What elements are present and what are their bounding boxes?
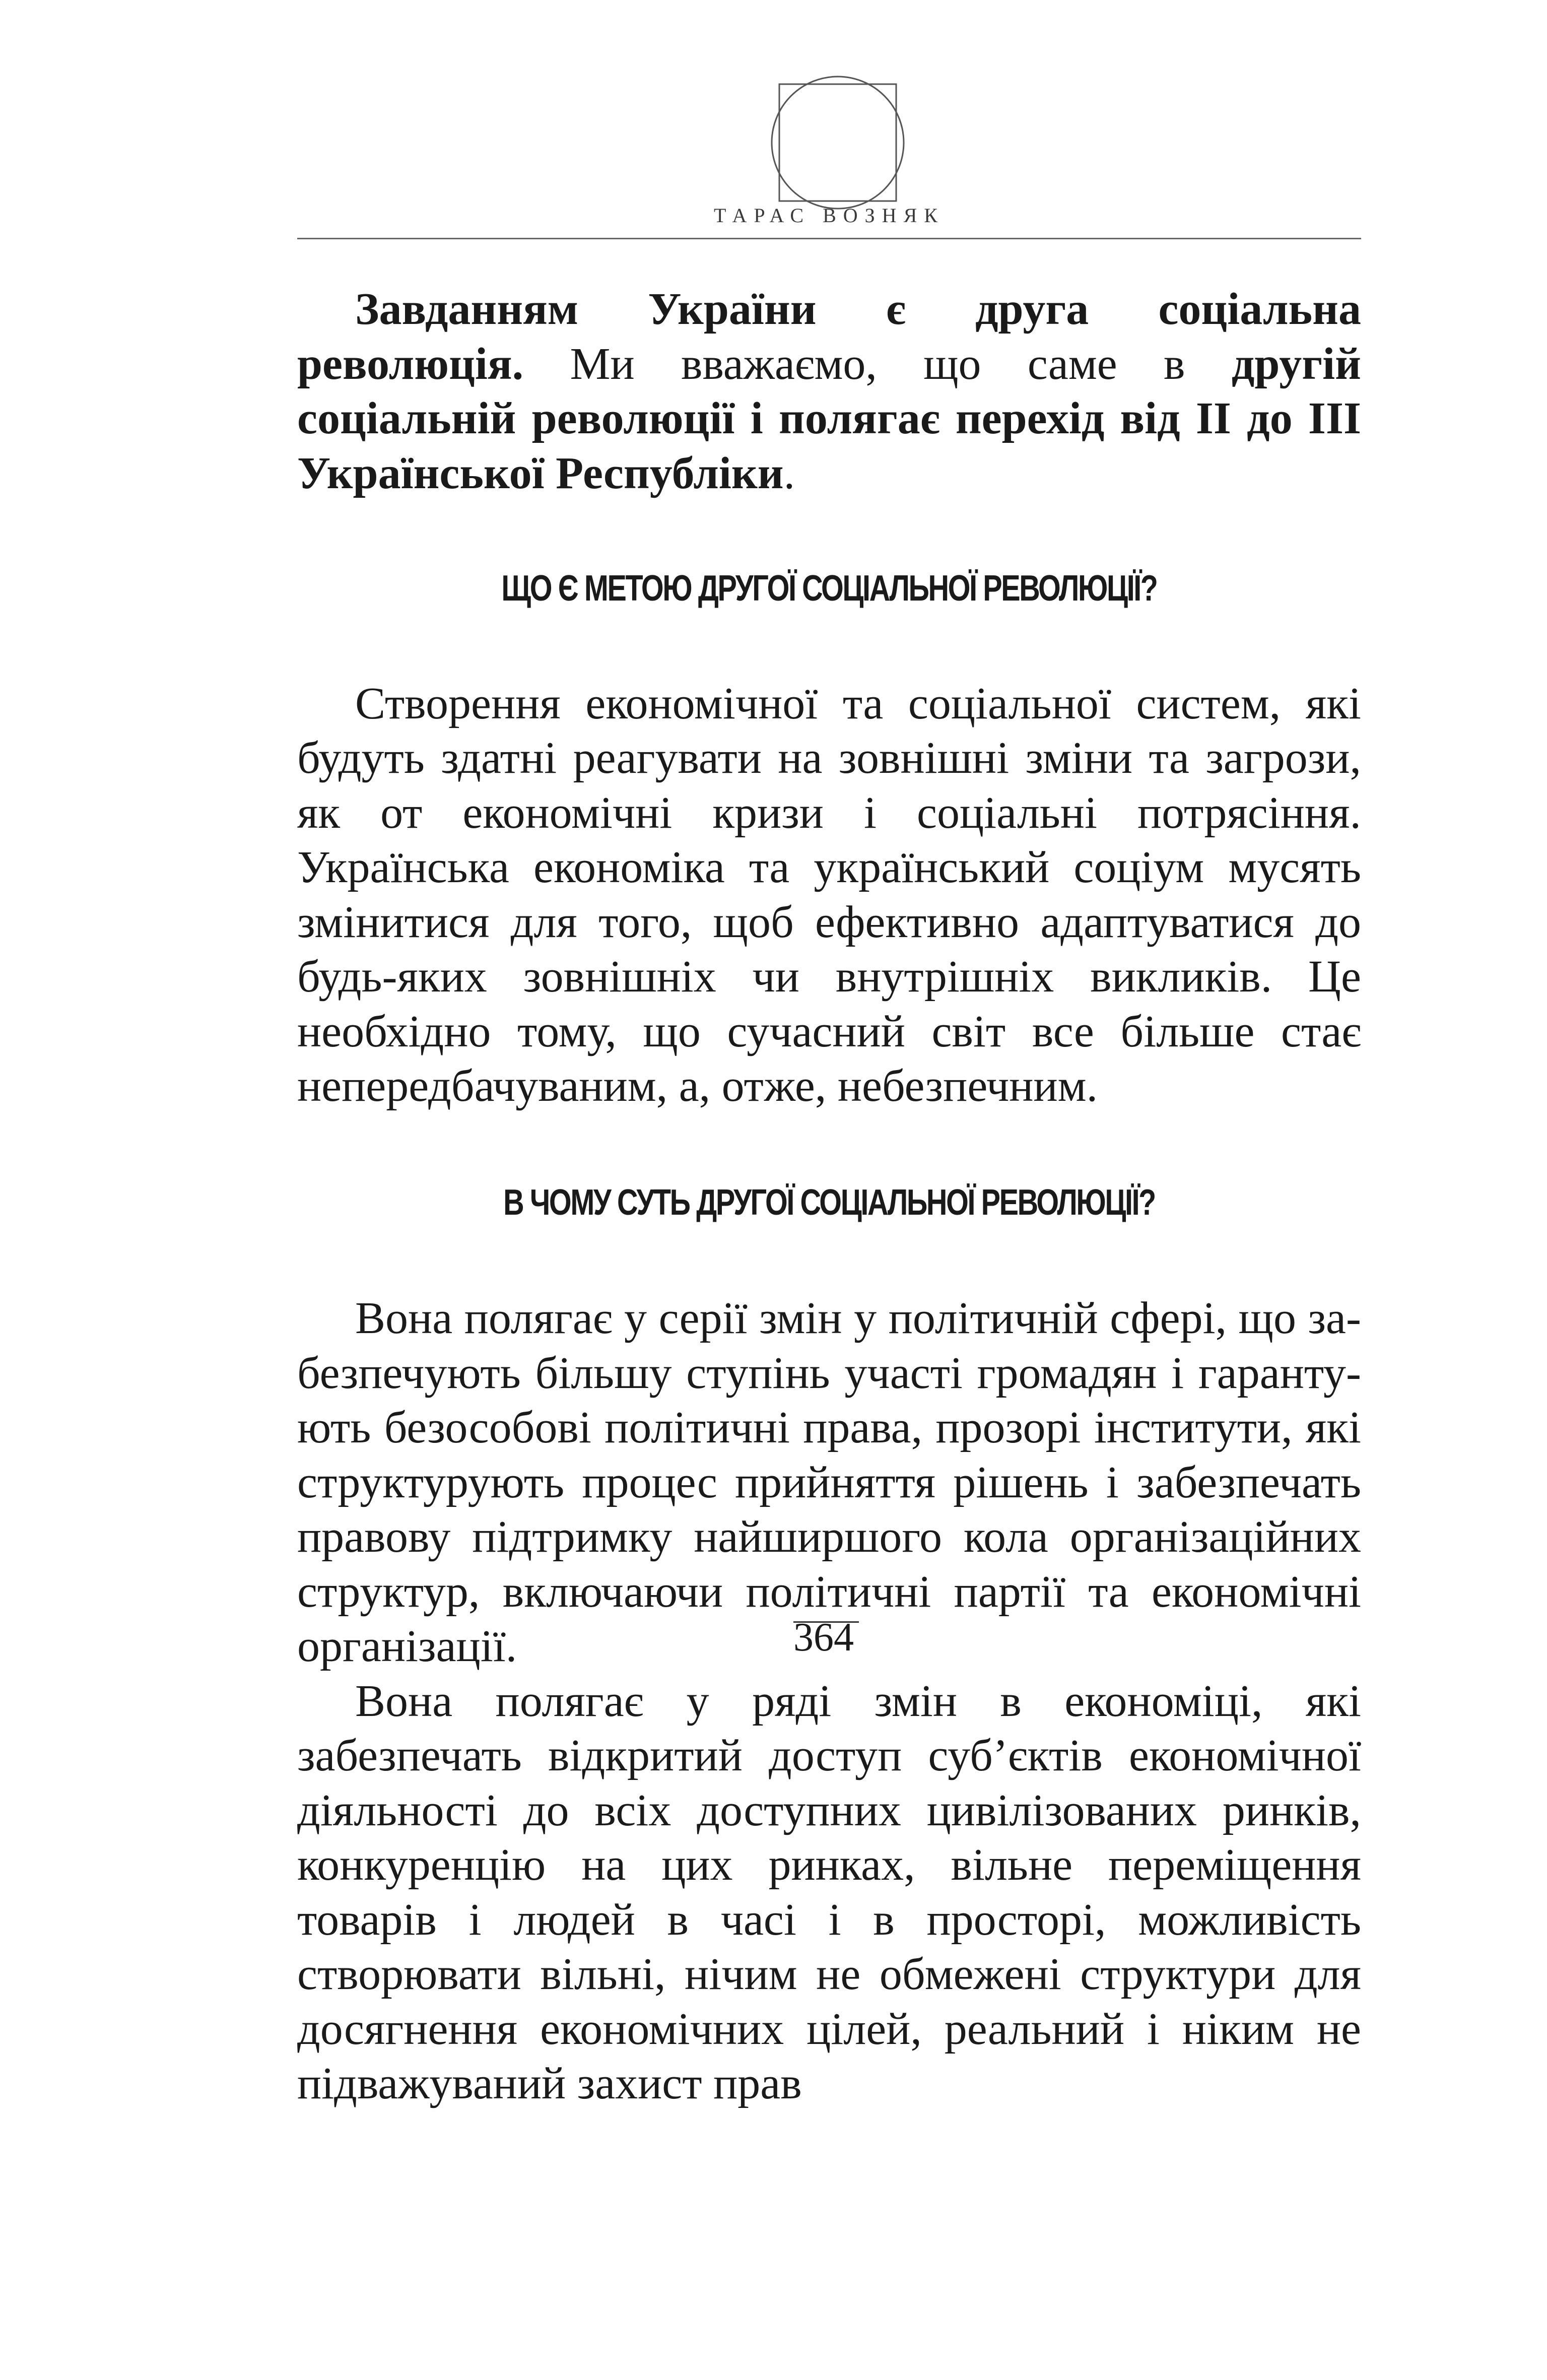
paragraph-intro bbox=[297, 282, 1361, 501]
intro-period: . bbox=[783, 448, 795, 498]
section-heading-goal: ЩО Є МЕТОЮ ДРУГОЇ СОЦІАЛЬНОЇ РЕВОЛЮЦІЇ? bbox=[501, 568, 1157, 609]
intro-bold-sentence: Завданням України є друга соціальна революція. bbox=[297, 284, 1361, 389]
section-heading-essence: В ЧОМУ СУТЬ ДРУГОЇ СОЦІАЛЬНОЇ РЕВОЛЮЦІЇ? bbox=[503, 1182, 1155, 1223]
paragraph-economic: Вона полягає у ряді змін в економіці, які забезпечать відкритий доступ суб’єктів економічної діяльності до всіх доступних цивілізованих ринків, конкуренцію на цих ринках, вільне переміщення товарів і людей в часі і в просторі, можливість створювати вільні, нічим не обмежені структури для досягнення економічних цілей, реальний і ніким не підважуваний захист прав bbox=[297, 1676, 1361, 2108]
intro-bold-claim: другій соціальній революції і полягає перехід від II до III Української Республіки bbox=[297, 339, 1361, 498]
running-header-author: ТАРАС ВОЗНЯК bbox=[714, 204, 945, 227]
paragraph-political: Вона полягає у серії змін у політичній сфері, що забезпечують більшу ступінь участі громадян і гарантують безособові політичні права, прозорі інститути, які структурують процес прийняття рішень і забезпечать правову підтримку найширшого кола організаційних структур, включаючи політичні партії та економічні організації. bbox=[297, 1293, 1361, 1671]
page-number: 364 bbox=[793, 1615, 854, 1660]
paragraph-goal: Створення економічної та соціальної систем, які будуть здатні реагувати на зовнішні зміни та загрози, як от економічні кризи і соціальні потрясіння. Українська економіка та український соціум мусять змінитися для того, щоб ефективно адаптуватися до будь-яких зовнішніх чи внутрішніх викликів. Це необхідно тому, що сучасний світ все більше стає непередбачуваним, а, отже, небезпечним. bbox=[297, 678, 1361, 1111]
circle-square-emblem-icon bbox=[770, 75, 906, 211]
header-rule bbox=[297, 238, 1361, 239]
intro-text: Ми вважаємо, що саме в bbox=[523, 339, 1232, 389]
body-text bbox=[297, 282, 1361, 2111]
